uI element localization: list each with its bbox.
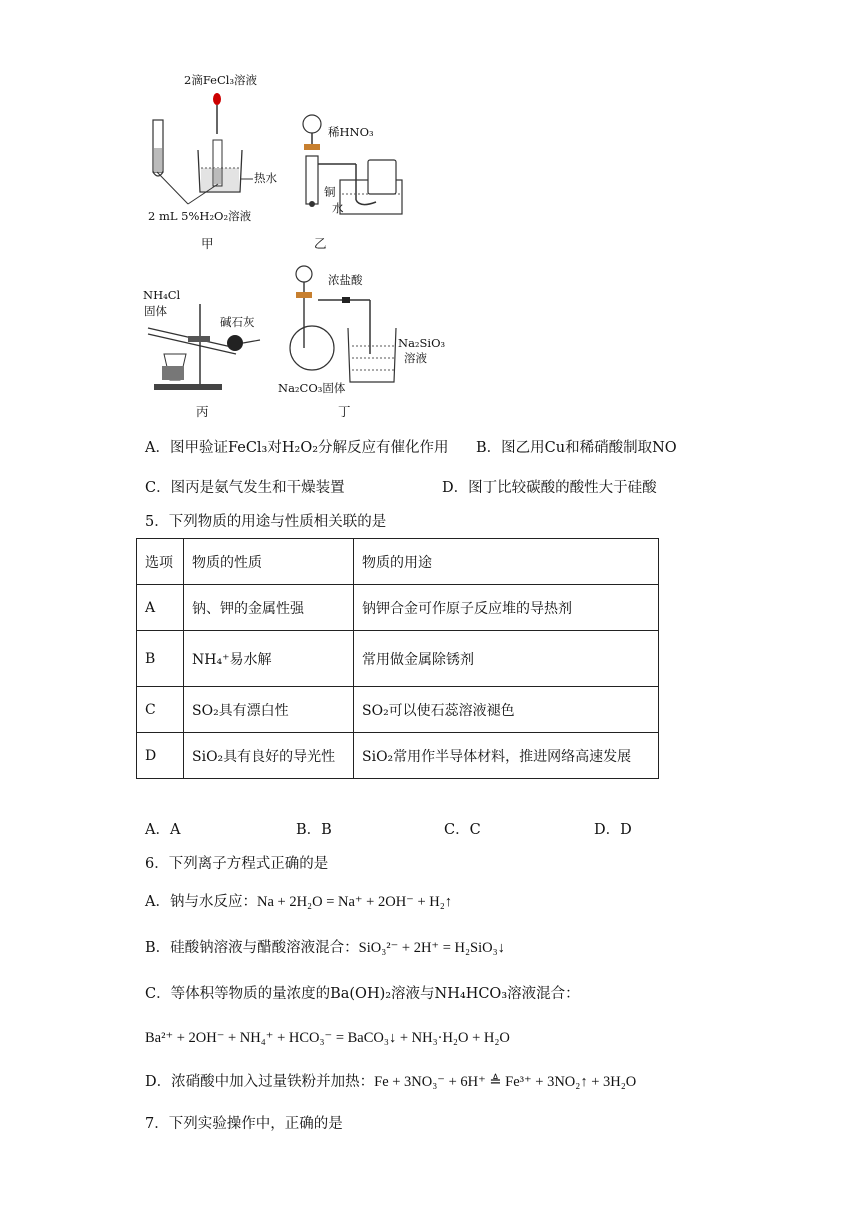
q5-stem: 5．下列物质的用途与性质相关联的是 bbox=[145, 514, 387, 530]
figure-jia-drawing bbox=[140, 64, 280, 254]
figure-yi bbox=[298, 104, 438, 254]
table-row bbox=[137, 585, 659, 631]
figure-jia bbox=[140, 64, 280, 254]
bing-lime-label: 碱石灰 bbox=[220, 315, 255, 329]
q6-option-a-prefix: A．钠与水反应： bbox=[145, 894, 257, 910]
q5-option-d: D．D bbox=[594, 822, 632, 838]
table-cell: SO₂可以使石蕊溶液褪色 bbox=[354, 687, 659, 733]
table-row bbox=[137, 733, 659, 779]
table-cell: SO₂具有漂白性 bbox=[184, 687, 354, 733]
table-cell: A bbox=[137, 585, 184, 631]
table-row bbox=[137, 687, 659, 733]
ding-solid-label: Na₂CO₃固体 bbox=[278, 381, 346, 395]
jia-bottom-label: 2 mL 5%H₂O₂溶液 bbox=[148, 209, 252, 223]
yi-copper-label: 铜 bbox=[324, 185, 336, 199]
table-cell: D bbox=[137, 733, 184, 779]
bing-solid-label-2: 固体 bbox=[144, 304, 167, 318]
q4-option-c: C．图丙是氨气发生和干燥装置 bbox=[145, 480, 345, 496]
bing-caption: 丙 bbox=[196, 404, 209, 419]
q6-option-d-prefix: D．浓硝酸中加入过量铁粉并加热： bbox=[145, 1074, 375, 1090]
q6-option-c-equation: Ba²⁺ + 2OH⁻ + NH₄⁺ + HCO₃⁻ = BaCO₃↓ + NH₃·H₂O + H₂O bbox=[145, 1030, 510, 1046]
table-cell: 钠钾合金可作原子反应堆的导热剂 bbox=[354, 585, 659, 631]
table-header-cell: 物质的性质 bbox=[184, 539, 354, 585]
ding-acid-label: 浓盐酸 bbox=[328, 273, 363, 287]
yi-acid-label: 稀HNO₃ bbox=[328, 125, 374, 139]
q7-stem: 7．下列实验操作中，正确的是 bbox=[145, 1116, 343, 1132]
q4-option-b: B．图乙用Cu和稀硝酸制取NO bbox=[476, 440, 677, 456]
q6-option-b-equation: SiO₃²⁻ + 2H⁺ = H₂SiO₃↓ bbox=[358, 940, 505, 956]
q6-option-d bbox=[145, 1072, 636, 1092]
q6-option-a-equation: Na + 2H₂O = Na⁺ + 2OH⁻ + H₂↑ bbox=[256, 894, 453, 910]
ding-solution-label-1: Na₂SiO₃ bbox=[398, 336, 446, 350]
q6-stem: 6．下列离子方程式正确的是 bbox=[145, 856, 329, 872]
q6-option-a bbox=[145, 892, 452, 912]
table-cell: C bbox=[137, 687, 184, 733]
jia-water-label: 热水 bbox=[254, 171, 277, 185]
yi-caption: 乙 bbox=[314, 236, 327, 251]
q6-option-b bbox=[145, 938, 505, 958]
q5-option-b: B．B bbox=[296, 822, 332, 838]
table-row bbox=[137, 631, 659, 687]
table-cell: 钠、钾的金属性强 bbox=[184, 585, 354, 631]
table-row bbox=[137, 539, 659, 585]
table-cell: SiO₂常用作半导体材料，推进网络高速发展 bbox=[354, 733, 659, 779]
yi-water-label: 水 bbox=[332, 201, 344, 215]
jia-caption: 甲 bbox=[201, 236, 214, 251]
q6-option-d-equation: Fe + 3NO₃⁻ + 6H⁺ ≜ Fe³⁺ + 3NO₂↑ + 3H₂O bbox=[374, 1074, 637, 1090]
q5-table bbox=[136, 538, 659, 779]
table-cell: B bbox=[137, 631, 184, 687]
q6-option-b-prefix: B．硅酸钠溶液与醋酸溶液混合： bbox=[145, 940, 359, 956]
table-cell: SiO₂具有良好的导光性 bbox=[184, 733, 354, 779]
table-cell: 常用做金属除锈剂 bbox=[354, 631, 659, 687]
q5-option-c: C．C bbox=[444, 822, 481, 838]
table-header-cell: 物质的用途 bbox=[354, 539, 659, 585]
q5-option-a: A．A bbox=[145, 822, 181, 838]
figure-ding bbox=[278, 258, 448, 422]
q4-option-d: D．图丁比较碳酸的酸性大于硅酸 bbox=[442, 480, 657, 496]
q6-option-c-text: C．等体积等物质的量浓度的Ba(OH)₂溶液与NH₄HCO₃溶液混合： bbox=[145, 986, 580, 1002]
ding-solution-label-2: 溶液 bbox=[404, 351, 427, 365]
bing-solid-label-1: NH₄Cl bbox=[143, 288, 181, 302]
q4-option-a: A．图甲验证FeCl₃对H₂O₂分解反应有催化作用 bbox=[145, 440, 449, 456]
ding-caption: 丁 bbox=[338, 404, 351, 419]
figure-bing bbox=[140, 284, 280, 422]
table-cell: NH₄⁺易水解 bbox=[184, 631, 354, 687]
table-header-cell: 选项 bbox=[137, 539, 184, 585]
jia-top-label: 2滴FeCl₃溶液 bbox=[184, 73, 258, 87]
